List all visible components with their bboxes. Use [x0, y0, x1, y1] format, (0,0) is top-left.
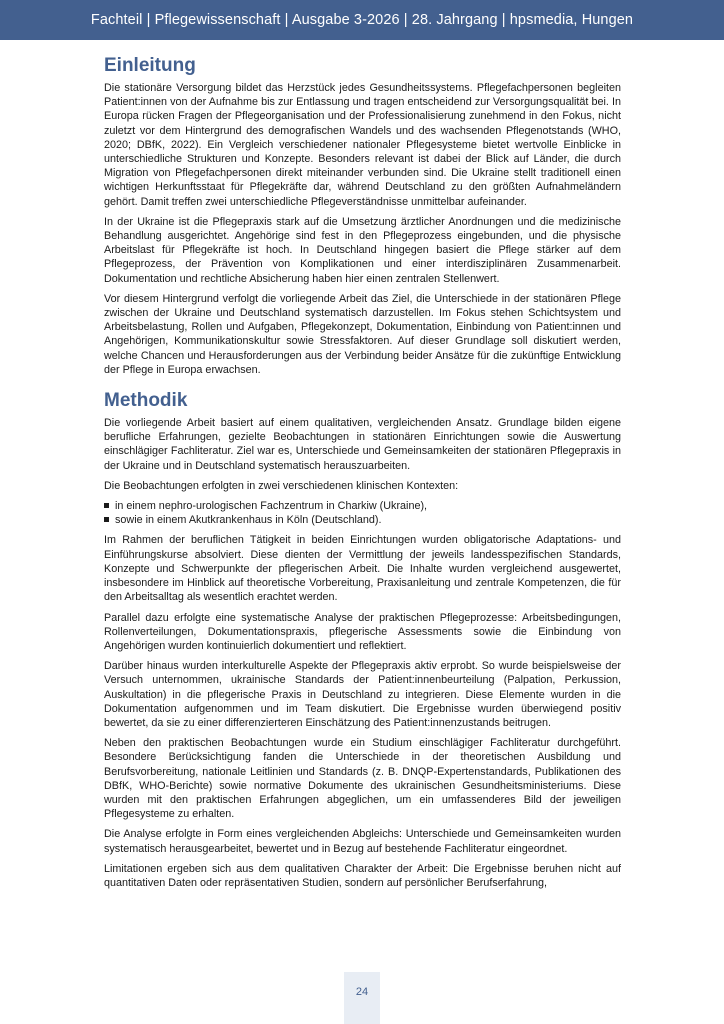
list-item [104, 499, 621, 513]
square-bullet-icon [104, 503, 109, 508]
journal-header-bar [0, 0, 724, 40]
list-item-text: sowie in einem Akutkrankenhaus in Köln (Deutschland). [115, 514, 382, 527]
paragraph: Die stationäre Versorgung bildet das Herzstück jedes Gesundheitssystems. Pflegefachpersonen begleiten Patient:innen von der Aufnahme bis zur Entlassung und tragen entscheidend zur Versorgungsqualität bei. In Europa rücken Fragen der Pflegeorganisation und der Professionalisierung zunehmend in den Fokus, nicht zuletzt vor dem Hintergrund des demografischen Wandels und des wachsenden Pflegenotstands (WHO, 2020; DBfK, 2022). Ein Vergleich verschiedener nationaler Pflegesysteme bietet wertvolle Einblicke in unterschiedliche Strukturen und Konzepte. Besonders relevant ist dabei der Blick auf Länder, die durch Migration von Pflegefachpersonen direkt miteinander verbunden sind. Die Ukraine stellt traditionell einen wichtigen Herkunftsstaat für Pflegekräfte dar, während Deutschland zu den größten Aufnahmeländern gehört. Damit treffen zwei unterschiedliche Pflegeverständnisse unmittelbar aufeinander. [104, 82, 621, 208]
list-item [104, 513, 621, 527]
list-item-text: in einem nephro-urologischen Fachzentrum in Charkiw (Ukraine), [115, 500, 428, 513]
paragraph: Neben den praktischen Beobachtungen wurde ein Studium einschlägiger Fachliteratur durchgeführt. Besondere Berücksichtigung fanden die Unterschiede in der theoretischen Ausbildung und Berufsvorbereitung, nationale Leitlinien und Standards (z. B. DNQP-Expertenstandards, Publikationen des DBfK, WHO-Berichte) sowie normative Dokumente des ukrainischen Gesundheitsministeriums. Diese wurden mit den praktischen Erfahrungen abgeglichen, um ein umfassenderes Bild der jeweiligen Pflegesysteme zu erhalten. [104, 737, 621, 821]
paragraph: Die Beobachtungen erfolgten in zwei verschiedenen klinischen Kontexten: [104, 479, 459, 492]
paragraph: Limitationen ergeben sich aus dem qualitativen Charakter der Arbeit: Die Ergebnisse beruhen nicht auf quantitativen Daten oder repräsentativen Studien, sondern auf persönlicher Berufserfahrung, [104, 862, 621, 889]
section-heading-einleitung: Einleitung [104, 55, 196, 76]
square-bullet-icon [104, 517, 109, 522]
paragraph: Die vorliegende Arbeit basiert auf einem qualitativen, vergleichenden Ansatz. Grundlage bilden eigene berufliche Erfahrungen, gezielte Beobachtungen in stationären Einrichtungen sowie die Auswertung einschlägiger Fachliteratur. Ziel war es, Unterschiede und Gemeinsamkeiten der stationären Pflegepraxis in der Ukraine und in Deutschland systematisch herauszuarbeiten. [104, 417, 621, 472]
journal-header-text: Fachteil | Pflegewissenschaft | Ausgabe 3-2026 | 28. Jahrgang | hpsmedia, Hungen [90, 12, 634, 28]
page-number-tab [344, 972, 380, 1024]
paragraph: Darüber hinaus wurden interkulturelle Aspekte der Pflegepraxis aktiv erprobt. So wurde beispielsweise der Versuch unternommen, ukrainische Standards der Patient:innenbeurteilung (Palpation, Perkussion, Auskultation) in die pflegerische Praxis in Deutschland zu integrieren. Diese Elemente wurden in die Dokumentation aufgenommen und im Team diskutiert. Die Ergebnisse wurden überwiegend positiv bewertet, da sie zu einer differenzierteren Einschätzung des Patient:innenzustands beitrugen. [104, 660, 621, 729]
paragraph: Die Analyse erfolgte in Form eines vergleichenden Abgleichs: Unterschiede und Gemeinsamkeiten wurden systematisch herausgearbeitet, bewertet und in Bezug auf bestehende Fachliteratur eingeordnet. [104, 828, 621, 855]
page-number: 24 [355, 986, 369, 998]
paragraph: Vor diesem Hintergrund verfolgt die vorliegende Arbeit das Ziel, die Unterschiede in der stationären Pflege zwischen der Ukraine und Deutschland systematisch darzustellen. Im Fokus stehen Schichtsystem und Arbeitsbelastung, Rollen und Aufgaben, Pflegekonzept, Dokumentation, Einbindung von Patient:innen und Angehörigen, Kommunikationskultur sowie Stressfaktoren. Auf dieser Grundlage soll diskutiert werden, welche Chancen und Herausforderungen aus der Verbindung beider Ansätze für die zukünftige Entwicklung der Pflege in Europa erwachsen. [104, 292, 621, 376]
paragraph: Parallel dazu erfolgte eine systematische Analyse der praktischen Pflegeprozesse: Arbeitsbedingungen, Rollenverteilungen, Dokumentationspraxis, pflegerische Assessments sowie die Einbindung von Angehörigen wurden kontinuierlich dokumentiert und reflektiert. [104, 611, 621, 652]
article-body [104, 54, 621, 896]
bullet-list [104, 499, 621, 527]
paragraph: Im Rahmen der beruflichen Tätigkeit in beiden Einrichtungen wurden obligatorische Adaptations- und Einführungskurse absolviert. Diese dienten der Vermittlung der jeweils landesspezifischen Standards, Konzepte und Schwerpunkte der pflegerischen Arbeit. Die Inhalte wurden vergleichend ausgewertet, insbesondere im Hinblick auf theoretische Vorbereitung, Praxisanleitung und zentrale Kompetenzen, die für den Arbeitsalltag als wesentlich erachtet werden. [104, 534, 621, 604]
paragraph: In der Ukraine ist die Pflegepraxis stark auf die Umsetzung ärztlicher Anordnungen und die medizinische Behandlung ausgerichtet. Angehörige sind fest in den Pflegeprozess eingebunden, und die physische Arbeitslast für Pflegekräfte ist hoch. In Deutschland hingegen basiert die Pflege stärker auf dem Pflegeprozess, der Prävention von Komplikationen und einer interdisziplinären Zusammenarbeit. Dokumentation und rechtliche Absicherung haben hier einen zentralen Stellenwert. [104, 215, 621, 285]
section-heading-methodik: Methodik [104, 390, 188, 412]
